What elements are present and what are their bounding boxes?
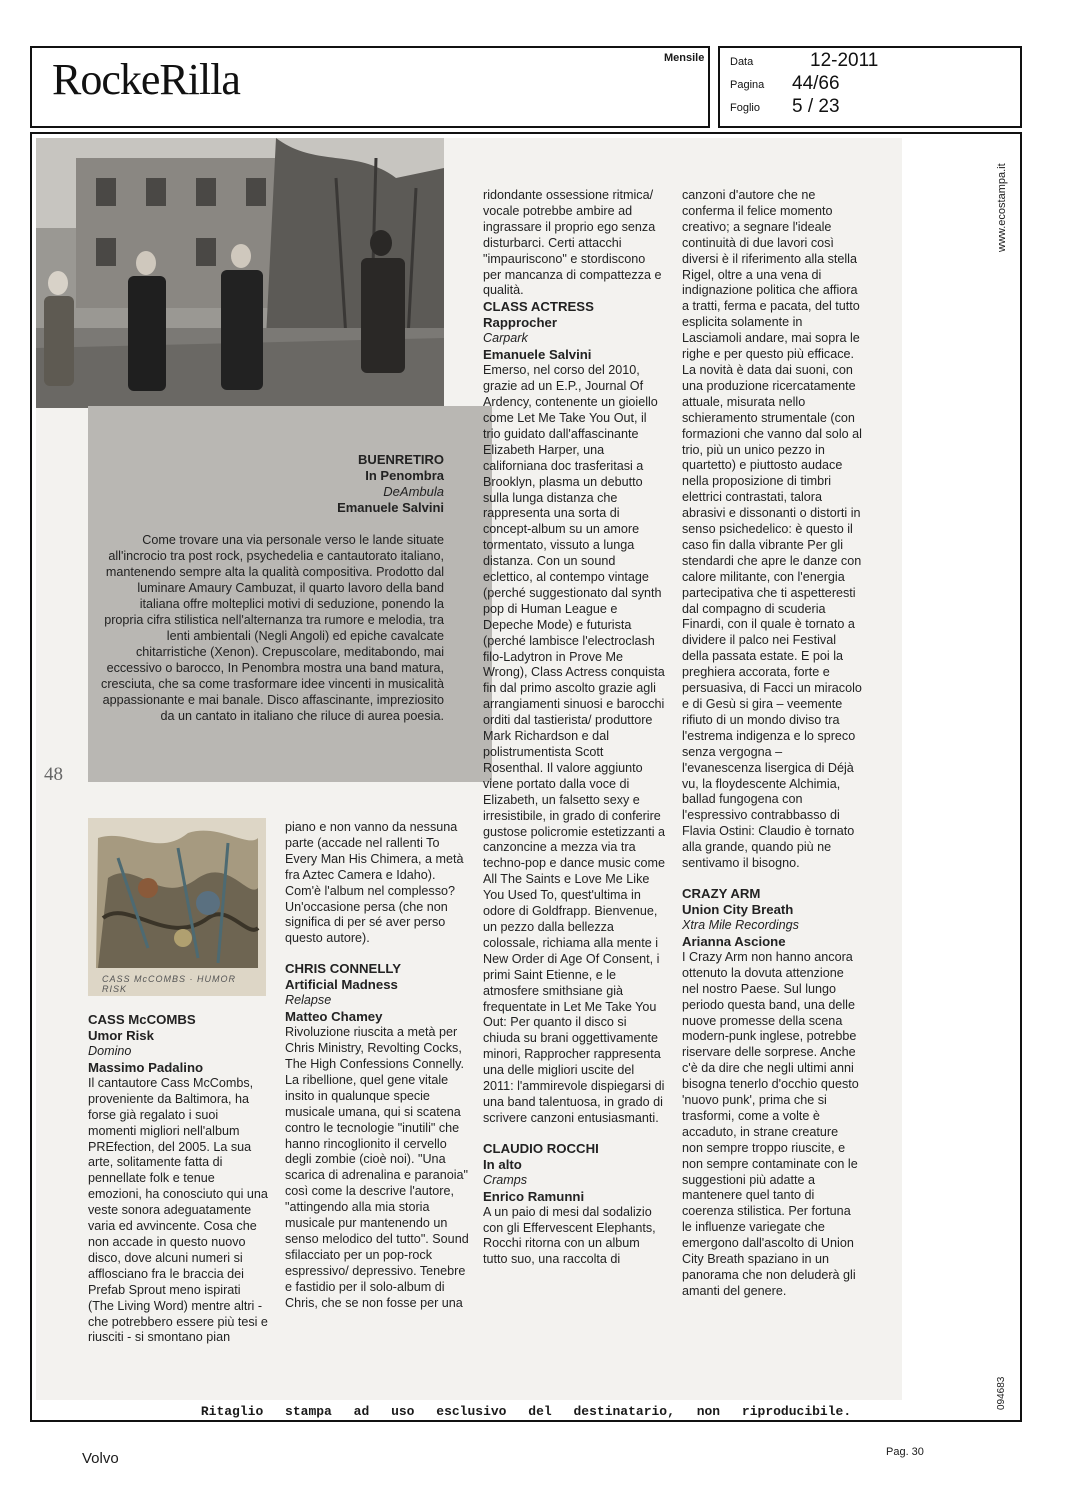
- page-label: Pagina: [730, 79, 765, 91]
- band-photo-image: [36, 138, 444, 408]
- side-url-text: www.ecostampa.it: [996, 163, 1008, 252]
- date-label: Data: [730, 56, 754, 68]
- rocchi-artist: CLAUDIO ROCCHI: [483, 1140, 599, 1156]
- crazy-arm-author: Arianna Ascione: [682, 933, 786, 949]
- sheet-value: 5 / 23: [792, 96, 840, 117]
- band-photo: [36, 138, 444, 408]
- album-cover-art: [88, 818, 266, 996]
- class-actress-artist: CLASS ACTRESS: [483, 299, 594, 315]
- cass-text-continued: piano e non vanno da nessuna parte (accade nel rallenti To Every Man His Chimera, a metà fra Aztec Camera e Idaho). Com'è l'album nel complesso? Un'occasione persa (che non significa di per sé aver perso questo autore).: [285, 820, 464, 946]
- cass-mccombs-album-cover: [88, 818, 266, 996]
- crazy-arm-label: Xtra Mile Recordings: [682, 917, 799, 932]
- buenretiro-author: Emanuele Salvini: [337, 500, 444, 515]
- side-code-text: 094683: [996, 1376, 1007, 1410]
- connelly-artist: CHRIS CONNELLY: [285, 961, 402, 977]
- rocchi-text-continued: canzoni d'autore che ne conferma il felice momento creativo; a segnare l'ideale continuità di due lavori così diversi è il riferimento alla stella Rigel, oltre a una vena di indignazione politica che affiora a tratti, ferma e pacata, del tutto esplicita solamente in Lasciamoli andare, mai sopra le righe e per questo più efficace. La novità è data dai suoni, con una produzione ricercatamente attuale, misurata nello schieramento strumentale (con formazioni che vanno dal solo al trio, più un unico pezzo in quartetto) e piuttosto audace nella proposizione di timbri elettrici contrastati, talora abrasivi e dissonanti o distorti in senso psichedelico: è questo il caso fin dalla vibrante Per gli stendardi che apre le danze con calore militante, con l'energia partecipativa che ti aspetteresti dal compagno di scuderia Finardi, con il quale è tornato a dividere il palco nei Festival della passata estate. E poi la preghiera accorata, forte e persuasiva, di Facci un miracolo e di Gesù si gira – veemente rifiuto di un mondo diviso tra l'estrema indigenza e lo spreco senza vergogna – l'evanescenza lisergica di Déjà vu, la floydescente Alchimia, ballad fungogena con l'espressivo contrabbasso di Flavia Ostini: Claudio è tornato alla grande, quando più ne sentivamo il bisogno.: [682, 188, 862, 871]
- cass-title: Umor Risk: [88, 1028, 154, 1043]
- page-value: 44/66: [792, 73, 840, 94]
- class-actress-author: Emanuele Salvini: [483, 347, 592, 363]
- rocchi-title: In alto: [483, 1156, 522, 1172]
- buenretiro-text: Come trovare una via personale verso le lande situate all'incrocio tra post rock, psychedelia e cantautorato italiano, mantenendo sempre alta la qualità compositiva. Prodotto dal luminare Amaury Cambuzat, il quarto lavoro della band italiana offre molteplici motivi di seduzione, ponendo la propria cifra stilistica nell'alternanza tra rumore e melodia, tra lenti ambientali (Negli Angoli) ed epiche cavalcate chitarristiche (Xenon). Crepuscolare, meditabondo, mai eccessivo o barocco, In Penombra mostra una band matura, cresciuta, che sa come trasformare idee vincenti in musicalità appassionante e mai banale. Disco affascinante, impreziosito da un cantato in italiano che riluce di aurea poesia.: [101, 533, 444, 723]
- cass-artist: CASS McCOMBS: [88, 1012, 196, 1027]
- album-cover-lettering: CASS McCOMBS · HUMOR RISK: [102, 974, 237, 994]
- magazine-page-number: 48: [44, 764, 63, 785]
- cass-text: Il cantautore Cass McCombs, proveniente da Baltimora, ha forse già regalato i suoi momenti migliori nell'album PREfection, del 2005. La sua arte, solitamente fatta di pennellate folk e tenue emozioni, ha conosciuto qui una veste sonora adeguatamente varia ed avvincente. Cosa che non accade in questo nuovo disco, dove alcuni numeri si afflosciano fra le braccia dei Prefab Sprout meno ispirati (The Living Word) mentre altri - che potrebbero essere più tesi e riusciti - si smontano pian: [88, 1075, 268, 1345]
- connelly-label: Relapse: [285, 993, 332, 1008]
- rocchi-label: Cramps: [483, 1172, 528, 1187]
- cass-author: Massimo Padalino: [88, 1059, 204, 1075]
- crazy-arm-artist: CRAZY ARM: [682, 885, 761, 901]
- rockerilla-logo: RockeRilla: [52, 55, 240, 104]
- buenretiro-artist: BUENRETIRO: [358, 452, 444, 467]
- sheet-label: Foglio: [730, 102, 760, 114]
- rocchi-author: Enrico Ramunni: [483, 1188, 585, 1204]
- connelly-text-continued: ridondante ossessione ritmica/ vocale potrebbe ambire ad ingrassare il proprio ego senza disturbarci. Certi attacchi "impauriscono" e stordiscono per mancanza di compattezza e qualità.: [483, 188, 662, 298]
- crazy-arm-title: Union City Breath: [682, 901, 794, 917]
- rocchi-text: A un paio di mesi dal sodalizio con gli Effervescent Elephants, Rocchi ritorna con un album tutto suo, una raccolta di: [483, 1204, 656, 1267]
- buenretiro-title: In Penombra: [365, 468, 444, 483]
- connelly-text: Rivoluzione riuscita a metà per Chris Ministry, Revolting Cocks, The High Confessions Connelly. La ribellione, quel gene vitale insito in qualunque specie musicale umana, qui si scatena contro le tecnologie "inutili" che hanno rincoglionito il cervello degli zombie (cioè noi). "Una scarica di adrenalina e paranoia" così come la descrive l'autore, "attingendo alla mia storia musicale pur mantenendo un senso melodico del tutto". Sound sfilacciato per un pop-rock espressivo/ depressivo. Tenebre e fastidio per il solo-album di Chris, che se non fosse per una: [285, 1025, 469, 1310]
- class-actress-title: Rapprocher: [483, 315, 558, 331]
- column-2: [285, 820, 469, 1311]
- cass-label: Domino: [88, 1044, 132, 1058]
- crazy-arm-text: I Crazy Arm non hanno ancora ottenuto la dovuta attenzione nel nostro Paese. Sul lungo periodo questa band, una delle nuove promesse della scena modern-punk inglese, potrebbe riservare delle sorprese. Anche c'è da dire che negli ultimi anni bisogna tenerlo d'occhio questo 'nuovo punk', prima che si trasformi, come a volte è accaduto, in strane creature non sempre troppo riuscite, e non sempre contaminate con le suggestioni più adatte a mantenere quel tanto di coerenza stilistica. Per fortuna le influenze variegate che emergono dall'ascolto di Union City Breath spaziano in un panorama che non deluderà gli amanti del genere.: [682, 949, 859, 1298]
- class-actress-text: Emerso, nel corso del 2010, grazie ad un E.P., Journal Of Ardency, contenente un gioiello come Let Me Take You Out, il trio guidato dall'affascinante Elizabeth Harper, una californiana doc trasferitasi a Brooklyn, plasma un debutto sulla lunga distanza che rappresenta una sorta di concept-album su un amore tormentato, vissuto a lunga distanza. Con un sound eclettico, al contempo vintage (perché suggestionato dal synth pop di Human League e Depeche Mode) e futurista (perché lambisce l'electroclash filo-Ladytron in Prove Me Wrong), Class Actress conquista fin dal primo ascolto grazie agli arrangiamenti sinuosi e barocchi orditi dal tastierista/ produttore Mark Richardson e dal polistrumentista Scott Rosenthal. Il valore aggiunto viene portato dalla voce di Elizabeth, un falsetto sexy e irresistibile, in grado di conferire gustose policromie estetizzanti a canzoncine a mezza via tra techno-pop e dance music come All The Saints e Love Me Like You Used To, quest'ultima in odore di Goldfrapp. Bienvenue, un pezzo dalla bellezza colossale, richiama alla mente i New Order di Age Of Consent, i primi Saint Etienne, e le atmosfere smithsiane già frequentate in Let Me Take You Out: Per quanto il disco si chiuda su brani oggettivamente minori, Rapprocher rappresenta una delle migliori uscite del 2011: l'ammirevole dispiegarsi di una band talentuosa, in grado di scrivere canzoni entusiasmanti.: [483, 363, 666, 1125]
- connelly-author: Matteo Chamey: [285, 1009, 383, 1025]
- column-1: [88, 1012, 268, 1346]
- clipping-notice: Ritaglio stampa ad uso esclusivo del destinatario, non riproducibile.: [200, 1404, 852, 1419]
- date-value: 12-2011: [810, 50, 879, 71]
- column-3: [483, 188, 665, 1268]
- buenretiro-label: DeAmbula: [383, 484, 444, 499]
- frequency-label: Mensile: [664, 52, 705, 64]
- connelly-title: Artificial Madness: [285, 977, 398, 993]
- column-4: [682, 188, 862, 1300]
- client-name: Volvo: [82, 1450, 119, 1467]
- document-page-number: Pag. 30: [886, 1446, 924, 1458]
- class-actress-label: Carpark: [483, 331, 528, 346]
